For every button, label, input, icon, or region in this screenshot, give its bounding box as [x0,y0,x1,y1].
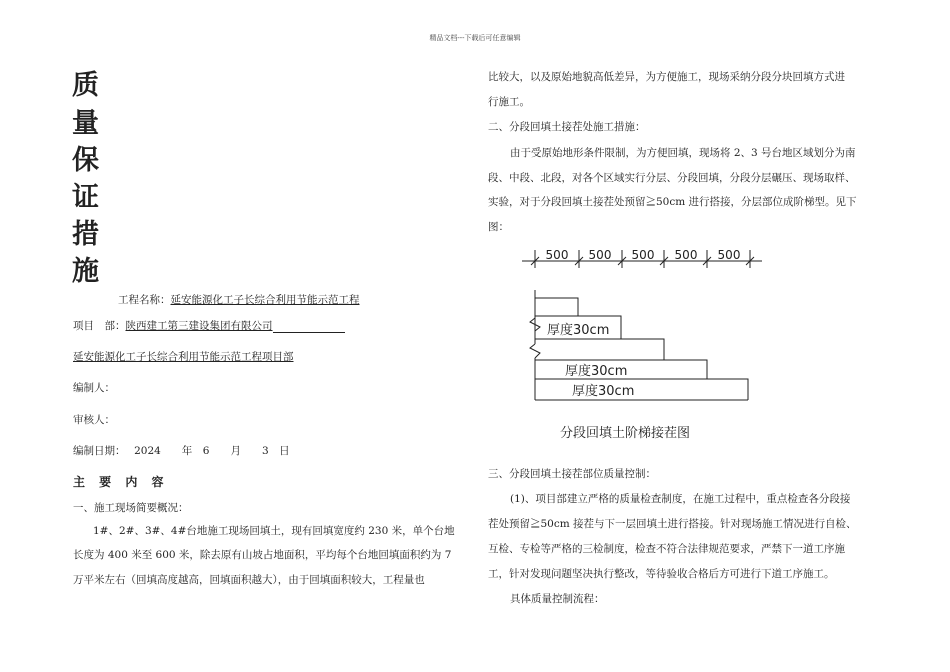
paragraph-line: 茬处预留≧50cm 接茬与下一层回填土进行搭接。针对现场施工情况进行自检、 [488,518,857,530]
title-char: 施 [72,256,99,287]
dimension-label: 500 [674,248,698,262]
section-2-heading: 二、分段回填土接茬处施工措施： [488,121,646,133]
underline [273,321,345,333]
title-char: 量 [72,108,99,139]
title-char: 措 [72,219,99,250]
dept-full: 延安能源化工子长综合利用节能示范工程项目部 [73,351,294,363]
paragraph-line: 图： [488,221,509,233]
main-heading: 主 要 内 容 [73,475,169,489]
project-name: 延安能源化工子长综合利用节能示范工程 [170,294,360,306]
project-label: 工程名称： [118,294,171,306]
layer-thickness-label: 厚度30cm [572,384,635,399]
paragraph-line: 万平米左右（回填高度越高，回填面积越大），由于回填面积较大，工程量也 [73,574,425,586]
title-char: 质 [72,70,99,101]
dept-name: 陕西建工第三建设集团有限公司 [125,320,273,332]
dimension-label: 500 [717,248,741,262]
paragraph-line: 段、中段、北段，对各个区域实行分层、分段回填，分段分层碾压、现场取样、 [488,172,856,184]
layer-thickness-label: 厚度30cm [565,364,628,379]
paragraph-line: 互检、专检等严格的三检制度，检查不符合法律规范要求，严禁下一道工序施 [488,543,845,555]
figure-caption: 分段回填土阶梯接茬图 [560,426,691,441]
section-3-heading: 三、分段回填土接茬部位质量控制： [488,468,656,480]
paragraph-line: 比较大，以及原始地貌高低差异，为方便施工，现场采纳分段分块回填方式进 [488,71,845,83]
dimension-label: 500 [631,248,655,262]
paragraph-line: 具体质量控制流程： [510,593,605,605]
project-line [118,292,360,307]
title-char: 证 [72,182,99,213]
step-diagram [500,238,770,448]
paragraph-line: 由于受原始地形条件限制，为方便回填，现场将 2、3 号台地区域划分为南 [510,147,856,159]
paragraph-line: 实验，对于分段回填土接茬处预留≧50cm 进行搭接，分层部位成阶梯型。见下 [488,196,857,208]
paragraph-line: 长度为 400 米至 600 米，除去原有山坡占地面积，平均每个台地回填面积约为 7 [73,549,452,561]
paragraph-line: 1#、2#、3#、4#台地施工现场回填土，现有回填宽度约 230 米，单个台地 [93,525,455,537]
dept-label: 项目 部： [73,320,126,332]
dept-line [73,318,345,333]
paragraph-line: (1)、项目部建立严格的质量检查制度，在施工过程中，重点检查各分段接 [510,493,851,505]
title-char: 保 [72,145,99,176]
reviewer-label: 审核人： [73,414,115,426]
page-header: 精品文档---下载后可任意编辑 [429,34,521,42]
section-1-heading: 一、施工现场简要概况： [73,502,189,514]
dimension-label: 500 [545,248,569,262]
paragraph-line: 行施工。 [488,96,530,108]
date-line: 编制日期： 2024 年 6 月 3 日 [73,445,290,457]
paragraph-line: 工，针对发现问题坚决执行整改，等待验收合格后方可进行下道工序施工。 [488,568,835,580]
dimension-label: 500 [588,248,612,262]
layer-thickness-label: 厚度30cm [547,323,610,338]
editor-label: 编制人： [73,382,115,394]
